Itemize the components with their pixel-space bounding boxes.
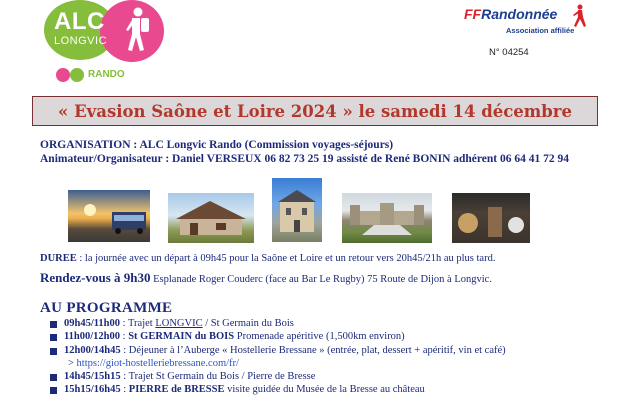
list-item: 09h45/11h00 : Trajet LONGVIC / St Germain du Bois bbox=[50, 318, 506, 331]
item-place: PIERRE de BRESSE bbox=[128, 384, 225, 396]
castle-tower-photo bbox=[272, 178, 322, 242]
list-item: 14h45/15h15 : Trajet St Germain du Bois / Pierre de Bresse bbox=[50, 371, 506, 384]
farmhouse-photo bbox=[168, 193, 254, 243]
hiker-icon bbox=[118, 6, 152, 56]
item-time: 14h45/15h15 bbox=[64, 371, 121, 383]
logo-green-dot bbox=[70, 68, 84, 82]
walker-icon bbox=[570, 4, 588, 28]
alc-longvic-logo bbox=[40, 0, 170, 90]
logo-alc-text: ALC bbox=[54, 8, 105, 35]
auberge-link-line: > https://giot-hostelleriebressane.com/fr/ bbox=[68, 357, 239, 369]
auberge-link[interactable]: https://giot-hostelleriebressane.com/fr/ bbox=[76, 357, 239, 369]
bullet-icon bbox=[50, 334, 57, 341]
item-time: 15h15/16h45 bbox=[64, 384, 121, 396]
duree-text: : la journée avec un départ à 09h45 pour la Saône et Loire et un retour vers 20h45/21h au plus tard. bbox=[76, 253, 496, 264]
museum-interior-photo bbox=[452, 193, 530, 243]
organisation-line: ORGANISATION : ALC Longvic Rando (Commission voyages-séjours) bbox=[40, 139, 394, 151]
list-item: 15h15/16h45 : PIERRE de BRESSE visite guidée du Musée de la Bresse au château bbox=[50, 384, 506, 397]
sunset-bus-photo bbox=[68, 190, 150, 242]
logo-pink-dot bbox=[56, 68, 70, 82]
chateau-photo bbox=[342, 193, 432, 243]
logo-rando-text: RANDO bbox=[88, 69, 125, 80]
rdv-text: Esplanade Roger Couderc (face au Bar Le Rugby) 75 Route de Dijon à Longvic. bbox=[150, 274, 492, 285]
bullet-icon bbox=[50, 348, 57, 355]
ffr-logo-text bbox=[464, 6, 557, 22]
list-item: 11h00/12h00 : St GERMAIN du BOIS Promenade apéritive (1,500km environ) bbox=[50, 331, 506, 344]
ffr-affiliee: Association affiliée bbox=[506, 26, 575, 35]
item-place: LONGVIC bbox=[155, 318, 203, 329]
ffr-randonnee: Randonnée bbox=[481, 6, 558, 22]
ffr-ff: FF bbox=[464, 6, 482, 22]
bullet-icon bbox=[50, 387, 57, 394]
rdv-label: Rendez-vous à 9h30 bbox=[40, 270, 151, 285]
page-title: « Evasion Saône et Loire 2024 » le samedi 14 décembre bbox=[58, 101, 572, 121]
title-banner bbox=[32, 96, 598, 126]
list-item: 12h00/14h45 : Déjeuner à l’Auberge « Hostellerie Bressane » (entrée, plat, dessert + apéritif, vin et café) bbox=[50, 345, 506, 358]
rendez-vous-line bbox=[40, 270, 492, 286]
duree-line bbox=[40, 253, 495, 264]
bullet-icon bbox=[50, 374, 57, 381]
programme-title: AU PROGRAMME bbox=[40, 300, 173, 316]
logo-longvic-text: LONGVIC bbox=[54, 35, 108, 47]
item-time: 09h45/11h00 bbox=[64, 318, 121, 329]
duree-label: DUREE bbox=[40, 253, 77, 264]
programme-list bbox=[50, 318, 506, 398]
affiliation-number: N° 04254 bbox=[489, 47, 529, 58]
animateur-line: Animateur/Organisateur : Daniel VERSEUX 06 82 73 25 19 assisté de René BONIN adhérent 06 64 41 72 94 bbox=[40, 153, 570, 165]
ffrandonnee-logo bbox=[464, 4, 594, 38]
item-place: St GERMAIN du BOIS bbox=[128, 331, 235, 343]
item-time: 12h00/14h45 bbox=[64, 344, 121, 356]
item-time: 11h00/12h00 bbox=[64, 331, 121, 343]
bullet-icon bbox=[50, 321, 57, 328]
